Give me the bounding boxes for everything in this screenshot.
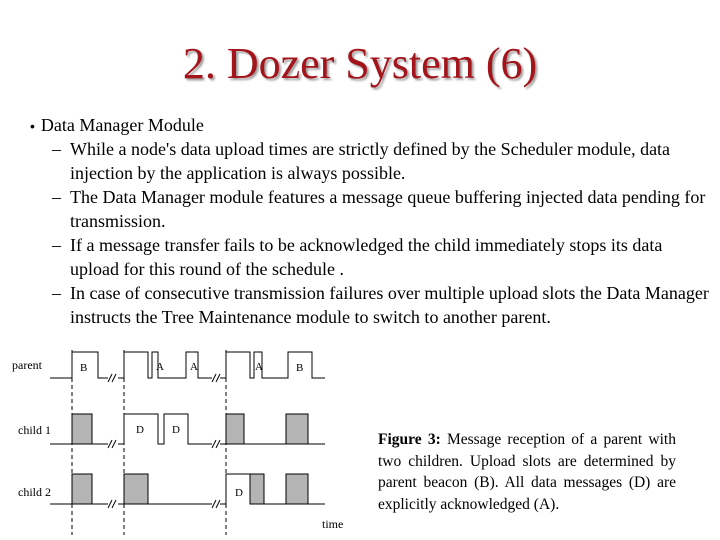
packet-label-data: D	[172, 424, 180, 436]
packet-label-ack: A	[190, 361, 198, 373]
sub-bullet-text: If a message transfer fails to be acknowledged the child immediately stops its data upload for this round of the schedule .	[70, 235, 663, 279]
packet-label-data: D	[235, 487, 243, 499]
bullet-text: Data Manager Module	[40, 115, 204, 135]
row-label-child-1: child 1	[18, 423, 51, 437]
sub-bullet-text: In case of consecutive transmission failures over multiple upload slots the Data Manager instructs the Tree Maintenance module to switch to another parent.	[70, 283, 709, 327]
sub-bullet	[52, 233, 712, 281]
child1-rx-block	[72, 414, 92, 444]
row-label-child-2: child 2	[18, 485, 51, 499]
child1-rx-block	[286, 414, 308, 444]
sub-bullet-list	[52, 137, 712, 329]
bullet-dot-icon: •	[30, 118, 35, 134]
dash-icon: –	[52, 283, 61, 303]
packet-label-ack: A	[255, 361, 263, 373]
dash-icon: –	[52, 187, 61, 207]
child2-rx-block	[250, 474, 264, 504]
row-label-parent: parent	[12, 358, 42, 372]
parent-timeline	[50, 352, 325, 378]
sub-bullet	[52, 185, 712, 233]
caption-label: Figure 3:	[378, 431, 441, 448]
figure-caption	[378, 429, 676, 515]
caption-text: Message reception of a parent with two children. Upload slots are determined by parent beacon (B). All data messages (D) are explicitly acknowledged (A).	[378, 431, 676, 513]
child2-rx-block	[286, 474, 308, 504]
packet-label-ack: A	[156, 361, 164, 373]
sub-bullet-text: While a node's data upload times are strictly defined by the Scheduler module, data injection by the application is always possible.	[70, 139, 671, 183]
child2-rx-block	[72, 474, 92, 504]
packet-label-beacon: B	[80, 362, 88, 374]
dash-icon: –	[52, 139, 61, 159]
child1-rx-block	[226, 414, 244, 444]
packet-label-beacon: B	[296, 362, 304, 374]
sub-bullet	[52, 281, 712, 329]
bullet-data-manager	[30, 115, 204, 136]
axis-label-time: time	[322, 517, 344, 531]
sub-bullet-text: The Data Manager module features a message queue buffering injected data pending for transmission.	[70, 187, 706, 231]
dash-icon: –	[52, 235, 61, 255]
sub-bullet	[52, 137, 712, 185]
child2-rx-block	[124, 474, 148, 504]
slide-title: 2. Dozer System (6)	[182, 39, 538, 88]
packet-label-data: D	[136, 424, 144, 436]
